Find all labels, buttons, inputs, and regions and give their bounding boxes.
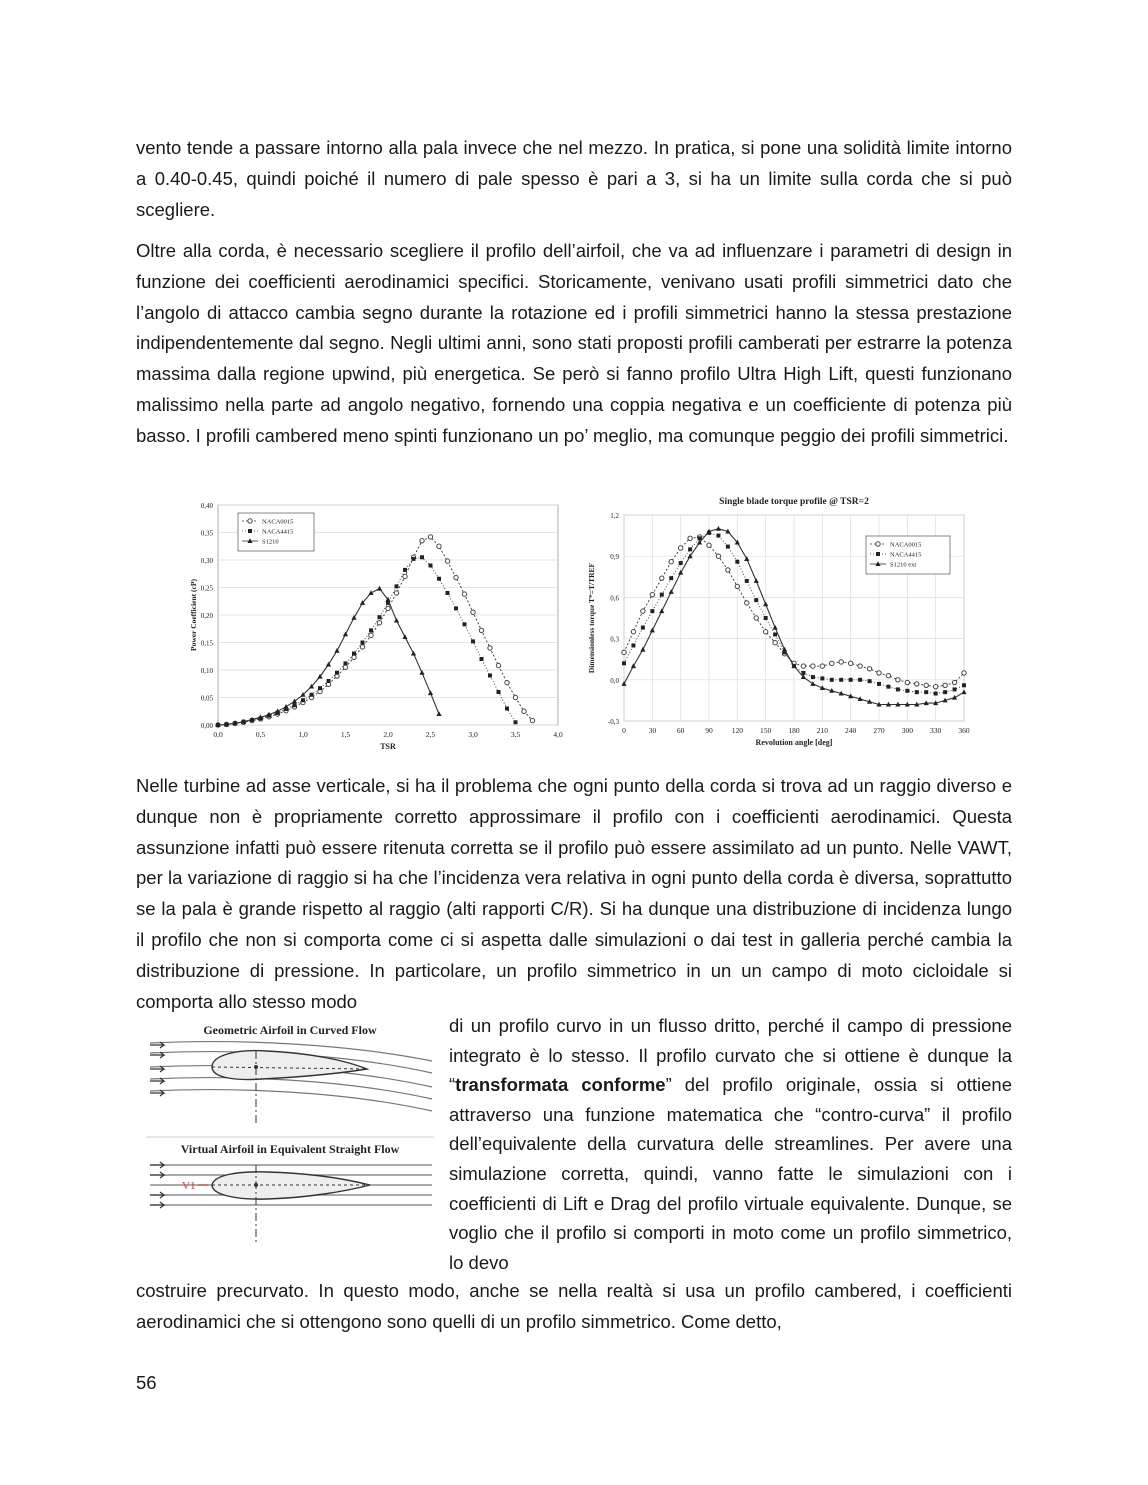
x-tick-label: 2,5 bbox=[425, 730, 436, 739]
data-point bbox=[522, 709, 526, 713]
data-point bbox=[839, 678, 843, 682]
airfoil-top-title: Geometric Airfoil in Curved Flow bbox=[203, 1023, 377, 1037]
data-point bbox=[735, 584, 739, 588]
airfoil-bottom-title: Virtual Airfoil in Equivalent Straight Flow bbox=[180, 1142, 400, 1156]
data-point bbox=[896, 678, 900, 682]
data-point bbox=[943, 690, 947, 694]
curved-airfoil-shape bbox=[212, 1051, 367, 1080]
conformal-text-start: di un profilo curvo in un flusso dritto, perché il campo di pressione integrato è lo stesso. Il profilo curvato che si ottiene è dunque la “ bbox=[449, 1015, 1012, 1096]
x-tick-label: 90 bbox=[705, 726, 713, 735]
x-tick-label: 4,0 bbox=[553, 730, 563, 739]
data-point bbox=[310, 693, 314, 697]
data-point bbox=[505, 707, 509, 711]
data-point bbox=[933, 684, 937, 688]
data-point bbox=[650, 609, 654, 613]
legend-label: NACA4415 bbox=[890, 551, 922, 559]
power-coefficient-chart-svg bbox=[186, 495, 576, 757]
page-number: 56 bbox=[136, 1372, 157, 1393]
data-point bbox=[395, 584, 399, 588]
data-point bbox=[352, 652, 356, 656]
conformal-bold-term: transformata conforme bbox=[455, 1074, 666, 1096]
paragraph-solidity: vento tende a passare intorno alla pala invece che nel mezzo. In pratica, si pone una solidità limite intorno a 0.40-0.45, quindi poiché il numero di pale spesso è pari a 3, si ha un limite sulla corda che si può scegliere. bbox=[136, 137, 1012, 220]
data-point bbox=[924, 690, 928, 694]
data-point bbox=[488, 674, 492, 678]
x-tick-label: 2,0 bbox=[383, 730, 393, 739]
y-tick-label: 0,15 bbox=[200, 639, 213, 648]
data-point bbox=[437, 577, 441, 581]
data-point bbox=[377, 621, 381, 625]
data-point bbox=[650, 592, 654, 596]
data-point bbox=[886, 685, 890, 689]
x-tick-label: 270 bbox=[873, 726, 885, 735]
data-point bbox=[962, 671, 966, 675]
legend-marker bbox=[876, 552, 880, 556]
data-point bbox=[369, 628, 373, 632]
data-point bbox=[707, 543, 711, 547]
airfoil-figure bbox=[142, 1015, 438, 1247]
x-axis-label: TSR bbox=[380, 742, 396, 751]
data-point bbox=[420, 539, 424, 543]
y-tick-label: 0,25 bbox=[200, 584, 213, 593]
data-point bbox=[811, 675, 815, 679]
paragraph-precurved: costruire precurvato. In questo modo, anche se nella realtà si usa un profilo cambered, i coefficienti aerodinamici che si ottengono sono quelli di un profilo simmetrico. Come detto, bbox=[136, 1280, 1012, 1332]
y-axis-label: Power Coefficient (cP) bbox=[189, 579, 198, 651]
data-point bbox=[868, 679, 872, 683]
x-tick-label: 0,5 bbox=[255, 730, 266, 739]
x-tick-label: 0,0 bbox=[213, 730, 223, 739]
data-point bbox=[811, 664, 815, 668]
data-point bbox=[830, 661, 834, 665]
data-point bbox=[344, 661, 348, 665]
data-point bbox=[293, 703, 297, 707]
data-point bbox=[763, 630, 767, 634]
y-tick-label: 0,9 bbox=[610, 553, 619, 562]
y-tick-label: 0,10 bbox=[200, 667, 213, 675]
data-point bbox=[471, 610, 475, 614]
data-point bbox=[378, 615, 382, 619]
torque-profile-chart bbox=[582, 490, 982, 758]
data-point bbox=[403, 574, 407, 578]
chart-title: Single blade torque profile @ TSR=2 bbox=[719, 497, 869, 507]
x-tick-label: 60 bbox=[676, 726, 685, 735]
data-point bbox=[764, 616, 768, 620]
x-tick-label: 210 bbox=[816, 726, 828, 735]
data-point bbox=[660, 576, 664, 580]
data-point bbox=[820, 676, 824, 680]
data-point bbox=[641, 626, 645, 630]
paragraph-conformal-transform bbox=[449, 1011, 1012, 1277]
y-tick-label: 0,6 bbox=[610, 594, 619, 603]
data-point bbox=[496, 663, 500, 667]
x-tick-label: 120 bbox=[731, 726, 743, 735]
data-point bbox=[386, 606, 390, 610]
x-tick-label: 360 bbox=[958, 726, 970, 735]
data-point bbox=[830, 678, 834, 682]
data-point bbox=[754, 616, 758, 620]
y-tick-label: 0,20 bbox=[200, 612, 213, 620]
paragraph-airfoil-choice: Oltre alla corda, è necessario scegliere il profilo dell’airfoil, che va ad influenzare i parametri di design in funzione dei coefficienti aerodinamici specifici. Storicamente, venivano usati profili simmetrici dato che l’angolo di attacco cambia segno durante la rotazione ed i profili simmetrici hanno la stessa prestazione indipendentemente dal segno. Negli ultimi anni, sono stati proposti profili camberati per estrarre la potenza massima dalla regione upwind, più energetica. Se però si fanno profilo Ultra High Lift, questi funzionano malissimo nella parte ad angolo negativo, fornendo una coppia negativa e un coefficiente di potenza più basso. I profili cambered meno spinti funzionano un po’ meglio, ma comunque peggio dei profili simmetrici. bbox=[136, 240, 1012, 446]
data-point bbox=[858, 664, 862, 668]
data-point bbox=[641, 609, 645, 613]
data-point bbox=[446, 591, 450, 595]
data-point bbox=[877, 682, 881, 686]
data-point bbox=[631, 630, 635, 634]
velocity-label: V1 bbox=[182, 1180, 196, 1192]
data-point bbox=[849, 678, 853, 682]
data-point bbox=[943, 683, 947, 687]
y-tick-label: 0,3 bbox=[610, 635, 619, 644]
y-tick-label: 0,35 bbox=[200, 529, 213, 538]
legend-marker bbox=[876, 542, 880, 546]
data-point bbox=[429, 564, 433, 568]
x-tick-label: 30 bbox=[648, 726, 657, 735]
data-point bbox=[513, 695, 517, 699]
legend-marker bbox=[248, 529, 252, 533]
data-point bbox=[820, 664, 824, 668]
data-point bbox=[858, 678, 862, 682]
torque-profile-chart-svg bbox=[582, 490, 982, 758]
data-point bbox=[801, 664, 805, 668]
data-point bbox=[631, 643, 635, 647]
data-point bbox=[745, 579, 749, 583]
data-point bbox=[480, 657, 484, 661]
legend-label: S1210 ext bbox=[890, 561, 917, 569]
data-point bbox=[454, 575, 458, 579]
data-point bbox=[716, 554, 720, 558]
data-point bbox=[962, 683, 966, 687]
data-point bbox=[488, 646, 492, 650]
data-point bbox=[886, 673, 890, 677]
data-point bbox=[514, 720, 518, 724]
data-point bbox=[669, 559, 673, 563]
data-point bbox=[915, 682, 919, 686]
data-point bbox=[679, 561, 683, 565]
data-point bbox=[867, 667, 871, 671]
y-axis-label: Dimensionless torque T*=T/TREF bbox=[587, 562, 596, 674]
x-tick-label: 150 bbox=[760, 726, 772, 735]
data-point bbox=[403, 568, 407, 572]
data-point bbox=[952, 680, 956, 684]
data-point bbox=[726, 568, 730, 572]
data-point bbox=[327, 679, 331, 683]
conformal-text-end: ” del profilo originale, ossia si ottiene attraverso una funzione matematica che “contro-curva” il profilo dell’equivalente della curvatura delle streamlines. Per avere una simulazione corretta, quindi, vanno fatte le simulazioni con i coefficienti di Lift e Drag del profilo virtuale equivalente. Dunque, se voglio che il profilo si comporti in moto come un profilo simmetrico, lo devo bbox=[449, 1074, 1013, 1273]
data-point bbox=[343, 665, 347, 669]
legend-label: NACA0015 bbox=[262, 518, 294, 526]
data-point bbox=[369, 633, 373, 637]
airfoil-figure-svg bbox=[142, 1015, 438, 1247]
data-point bbox=[530, 718, 534, 722]
y-tick-label: 0,40 bbox=[200, 502, 213, 510]
data-point bbox=[660, 593, 664, 597]
data-point bbox=[622, 661, 626, 665]
x-tick-label: 3,5 bbox=[510, 730, 521, 739]
x-tick-label: 1,0 bbox=[298, 730, 308, 739]
data-point bbox=[463, 622, 467, 626]
x-tick-label: 3,0 bbox=[468, 730, 478, 739]
x-tick-label: 300 bbox=[901, 726, 913, 735]
y-tick-label: -0,3 bbox=[607, 718, 619, 726]
data-point bbox=[437, 544, 441, 548]
data-point bbox=[953, 687, 957, 691]
data-point bbox=[497, 690, 501, 694]
y-tick-label: 0,05 bbox=[200, 694, 213, 703]
data-point bbox=[924, 683, 928, 687]
data-point bbox=[360, 645, 364, 649]
x-tick-label: 240 bbox=[845, 726, 857, 735]
data-point bbox=[773, 632, 777, 636]
data-point bbox=[688, 547, 692, 551]
data-point bbox=[735, 560, 739, 564]
data-point bbox=[754, 598, 758, 602]
data-point bbox=[896, 687, 900, 691]
data-point bbox=[428, 535, 432, 539]
y-tick-label: 0,30 bbox=[200, 557, 213, 565]
data-point bbox=[905, 689, 909, 693]
data-point bbox=[471, 639, 475, 643]
x-tick-label: 0 bbox=[622, 726, 626, 735]
paragraph-vawt: Nelle turbine ad asse verticale, si ha il problema che ogni punto della corda si trova ad un raggio diverso e dunque non è propriamente corretto approssimare il profilo con i coefficienti aerodinamici. Questa assunzione infatti può essere ritenuta corretta se il profilo può essere assimilato ad un punto. Nelle VAWT, per la variazione di raggio si ha che l’incidenza vera relativa in ogni punto della corda è diversa, soprattutto se la pala è grande rispetto al raggio (alti rapporti C/R). Si ha dunque una distribuzione di incidenza lungo il profilo che non si comporta come ci si aspetta dalle simulazioni o dai test in galleria perché cambia la distribuzione di pressione. In particolare, un profilo simmetrico in un un campo di moto cicloidale si comporta allo stesso modo bbox=[136, 775, 1012, 1012]
x-tick-label: 1,5 bbox=[340, 730, 351, 739]
data-point bbox=[505, 680, 509, 684]
data-point bbox=[445, 559, 449, 563]
x-tick-label: 180 bbox=[788, 726, 800, 735]
data-point bbox=[934, 692, 938, 696]
data-point bbox=[420, 555, 424, 559]
x-axis-label: Revolution angle [deg] bbox=[755, 738, 833, 747]
data-point bbox=[622, 650, 626, 654]
data-point bbox=[412, 557, 416, 561]
data-point bbox=[479, 628, 483, 632]
legend-marker bbox=[248, 519, 252, 523]
data-point bbox=[361, 641, 365, 645]
data-point bbox=[454, 606, 458, 610]
y-tick-label: 0,0 bbox=[610, 676, 619, 685]
legend-label: S1210 bbox=[262, 538, 279, 546]
data-point bbox=[301, 698, 305, 702]
power-coefficient-chart bbox=[186, 495, 576, 757]
data-point bbox=[877, 671, 881, 675]
data-point bbox=[669, 576, 673, 580]
data-point bbox=[773, 641, 777, 645]
data-point bbox=[318, 686, 322, 690]
data-point bbox=[335, 671, 339, 675]
y-tick-label: 0,00 bbox=[200, 722, 213, 730]
data-point bbox=[915, 690, 919, 694]
data-point bbox=[839, 660, 843, 664]
data-point bbox=[905, 680, 909, 684]
data-point bbox=[462, 592, 466, 596]
legend-label: NACA0015 bbox=[890, 541, 922, 549]
data-point bbox=[716, 534, 720, 538]
y-tick-label: 1,2 bbox=[610, 512, 619, 520]
data-point bbox=[394, 591, 398, 595]
data-point bbox=[688, 536, 692, 540]
x-tick-label: 330 bbox=[930, 726, 942, 735]
data-point bbox=[726, 545, 730, 549]
flow-arrows-top bbox=[150, 1042, 164, 1096]
data-point bbox=[678, 546, 682, 550]
data-point bbox=[848, 661, 852, 665]
data-point bbox=[745, 601, 749, 605]
legend-label: NACA4415 bbox=[262, 528, 294, 536]
